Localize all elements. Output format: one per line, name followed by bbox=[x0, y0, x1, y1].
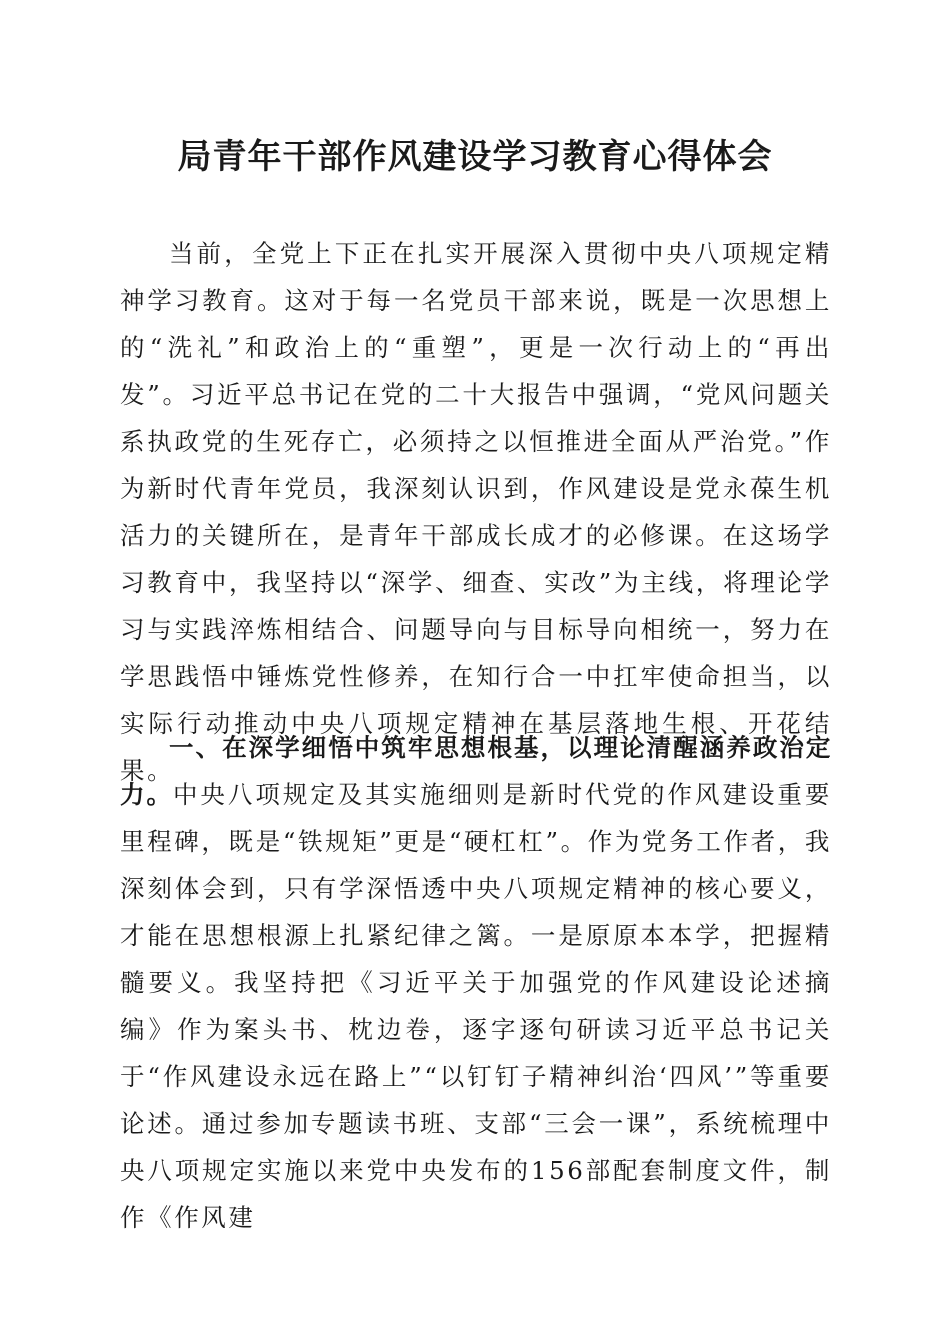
document-title: 局青年干部作风建设学习教育心得体会 bbox=[177, 137, 773, 177]
paragraph-section-1 bbox=[120, 724, 832, 1241]
section-1-body: 中央八项规定及其实施细则是新时代党的作风建设重要里程碑，既是“铁规矩”更是“硬杠杠”。作为党务工作者，我深刻体会到，只有学深悟透中央八项规定精神的核心要义，才能在思想根源上扎紧纪律之篱。一是原原本本学，把握精髓要义。我坚持把《习近平关于加强党的作风建设论述摘编》作为案头书、枕边卷，逐字逐句研读习近平总书记关于“作风建设永远在路上”“以钉钉子精神纠治‘四风’”等重要论述。通过参加专题读书班、支部“三会一课”，系统梳理中央八项规定实施以来党中央发布的156部配套制度文件，制作《作风建 bbox=[120, 780, 832, 1232]
section-heading-1: 一、在深学细悟中筑牢思想根基，以理论清醒涵养政治定力。 bbox=[120, 733, 832, 809]
paragraph-intro: 当前，全党上下正在扎实开展深入贯彻中央八项规定精神学习教育。这对于每一名党员干部来说，既是一次思想上的“洗礼”和政治上的“重塑”，更是一次行动上的“再出发”。习近平总书记在党的二十大报告中强调，“党风问题关系执政党的生死存亡，必须持之以恒推进全面从严治党。”作为新时代青年党员，我深刻认识到，作风建设是党永葆生机活力的关键所在，是青年干部成长成才的必修课。在这场学习教育中，我坚持以“深学、细查、实改”为主线，将理论学习与实践淬炼相结合、问题导向与目标导向相统一，努力在学思践悟中锤炼党性修养，在知行合一中扛牢使命担当，以实际行动推动中央八项规定精神在基层落地生根、开花结果。 bbox=[120, 239, 832, 785]
